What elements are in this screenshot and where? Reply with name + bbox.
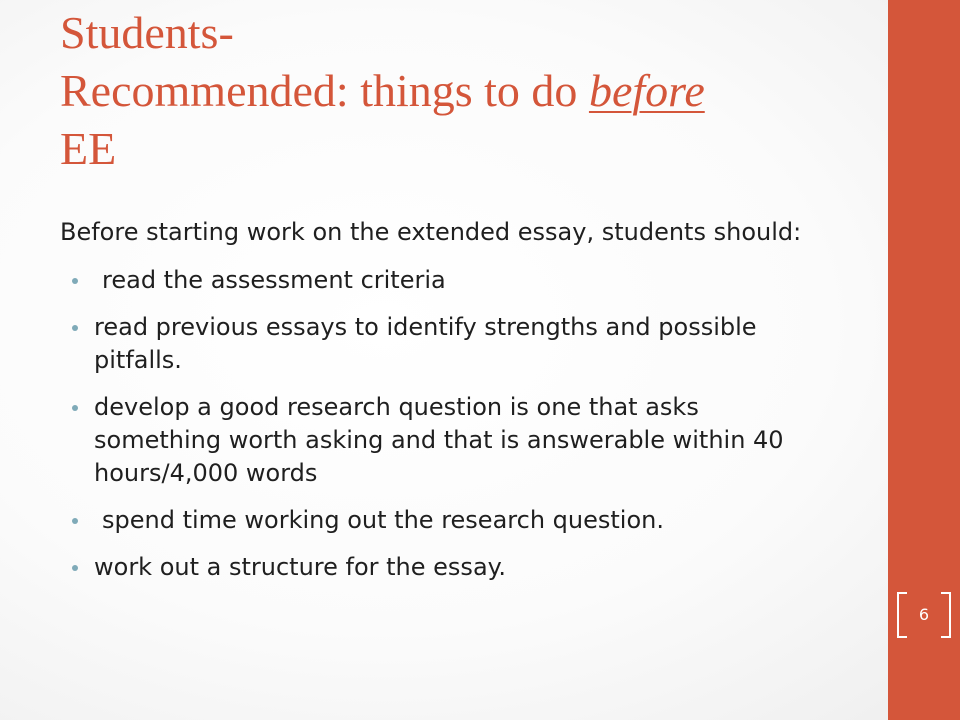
title-line-1: Students- — [60, 7, 234, 58]
page-number: 6 — [897, 592, 951, 638]
bullet-icon — [72, 278, 78, 284]
bullet-text: read previous essays to identify strengths and possible pitfalls. — [94, 313, 757, 374]
bullet-item — [60, 264, 830, 297]
bullet-text: read the assessment criteria — [102, 266, 446, 294]
title-line-3: EE — [60, 123, 117, 174]
bullet-text: develop a good research question is one that asks something worth asking and that is answerable within 40 hours/4,000 words — [94, 393, 784, 487]
bullet-icon — [72, 518, 78, 524]
slide-title — [60, 4, 860, 178]
title-line-2-text: Recommended: things to do — [60, 65, 589, 116]
bullet-text: spend time working out the research question. — [102, 506, 664, 534]
bullet-item — [60, 311, 830, 377]
bullet-item — [60, 504, 830, 537]
title-line-2 — [60, 62, 860, 120]
bullet-icon — [72, 405, 78, 411]
intro-text: Before starting work on the extended essay, students should: — [60, 218, 802, 246]
bullet-item — [60, 551, 830, 584]
bullet-item — [60, 391, 830, 490]
bullet-list — [60, 264, 830, 584]
slide-body — [60, 214, 830, 598]
bullet-text: work out a structure for the essay. — [94, 553, 507, 581]
title-emphasis: before — [588, 65, 705, 116]
bullet-icon — [72, 325, 78, 331]
bullet-icon — [72, 565, 78, 571]
